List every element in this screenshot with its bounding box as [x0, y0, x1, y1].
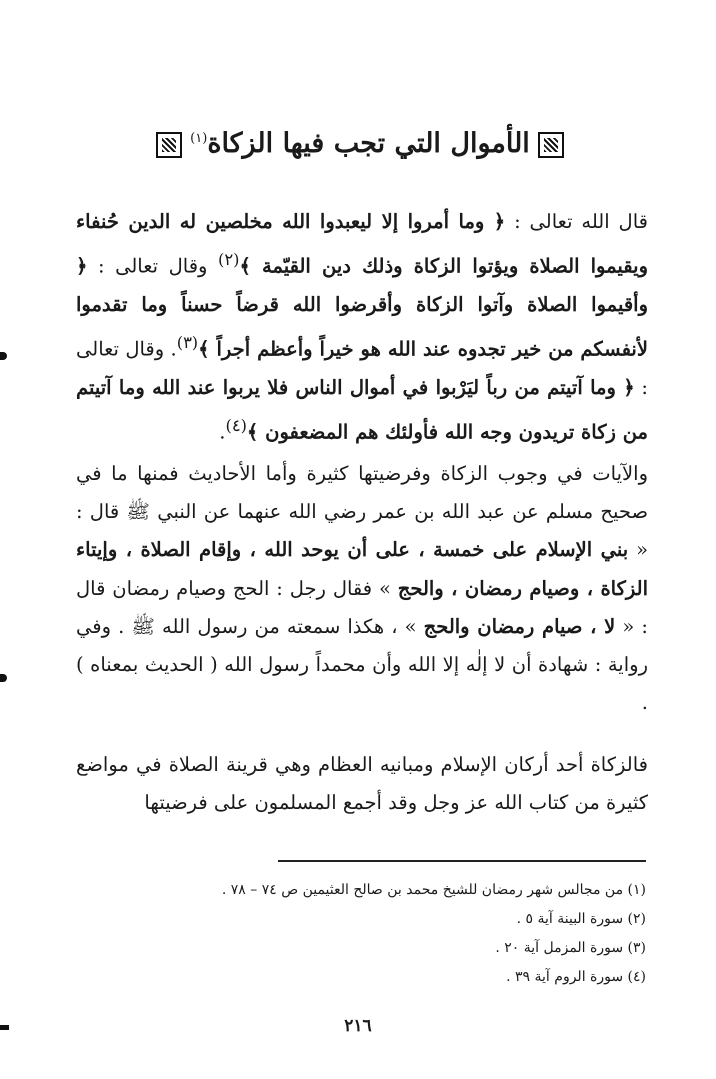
ornament-icon: [156, 132, 182, 158]
footnote-ref: (٤): [225, 416, 247, 436]
hadith-text: بني الإسلام على خمسة ، على أن يوحد الله ، وإقام الصلاة ، وإيتاء الزكاة ، وصيام رمضان ، والحج: [76, 538, 649, 600]
quran-verse: ﴿ وما آتيتم من رباً ليَرْبوا في أموال الناس فلا يربوا عند الله وما آتيتم من زكاة تريدون وجه الله فأولئك هم المضعفون ﴾: [76, 375, 648, 444]
footnote-ref: (٢): [218, 250, 240, 270]
verse-connector: . وقال تعالى :: [76, 337, 648, 399]
section-title: [60, 128, 660, 159]
section-title-text: الأموال التي تجب فيها الزكاة: [207, 128, 530, 159]
paragraph-verses: [76, 203, 648, 452]
footnote: (٢) سورة البينة آية ٥ .: [516, 911, 646, 927]
ornament-icon: [538, 132, 564, 158]
title-footnote-ref: (١): [190, 131, 208, 146]
scan-edge-mark: [0, 1025, 9, 1030]
footnote-ref: (٣): [176, 333, 199, 353]
page-number: ٢١٦: [344, 1016, 372, 1036]
footnote-divider: [278, 860, 646, 862]
quran-verse: ﴿ وما أمروا إلا ليعبدوا الله مخلصين له الدين حُنفاء ويقيموا الصلاة ويؤتوا الزكاة وذلك دين القيّمة ﴾: [76, 210, 648, 278]
footnote: (٣) سورة المزمل آية ٢٠ .: [495, 940, 646, 956]
hadith-text: لا ، صيام رمضان والحج: [423, 614, 616, 638]
footnote: (١) من مجالس شهر رمضان للشيخ محمد بن صالح العثيمين ص ٧٤ – ٧٨ .: [221, 882, 646, 898]
paragraph-text: فالزكاة أحد أركان الإسلام ومبانيه العظام وهي قرينة الصلاة في مواضع كثيرة من كتاب الله عز وجل وقد أجمع المسلمون على فرضيتها: [76, 753, 648, 815]
scan-edge-mark: [0, 352, 7, 360]
scan-edge-mark: [0, 674, 7, 682]
footnotes: [200, 876, 646, 992]
hadith-intro: والآيات في وجوب الزكاة وفرضيتها كثيرة وأما الأحاديث فمنها ما في صحيح مسلم عن عبد الله بن عمر رضي الله عنهما عن النبي ﷺ قال : «: [76, 462, 649, 562]
quran-verse: ﴿ وأقيموا الصلاة وآتوا الزكاة وأقرضوا الله قرضاً حسناً وما تقدموا لأنفسكم من خير تجدوه عند الله هو خيراً وأعظم أجراً ﴾: [76, 254, 648, 361]
verse-connector: وقال تعالى :: [87, 254, 219, 278]
footnote: (٤) سورة الروم آية ٣٩ .: [506, 969, 646, 985]
verse-intro: قال الله تعالى :: [505, 210, 648, 233]
paragraph-end: .: [219, 420, 226, 444]
hadith-narration: » فقال رجل : الحج وصيام رمضان قال : «: [76, 576, 648, 638]
hadith-narration: » ، هكذا سمعته من رسول الله ﷺ . وفي رواية : شهادة أن لا إلٰه إلا الله وأن محمداً رسول الله ( الحديث بمعناه ) .: [76, 614, 648, 715]
paragraph-zakat: [76, 746, 648, 822]
paragraph-hadith: [76, 455, 648, 722]
